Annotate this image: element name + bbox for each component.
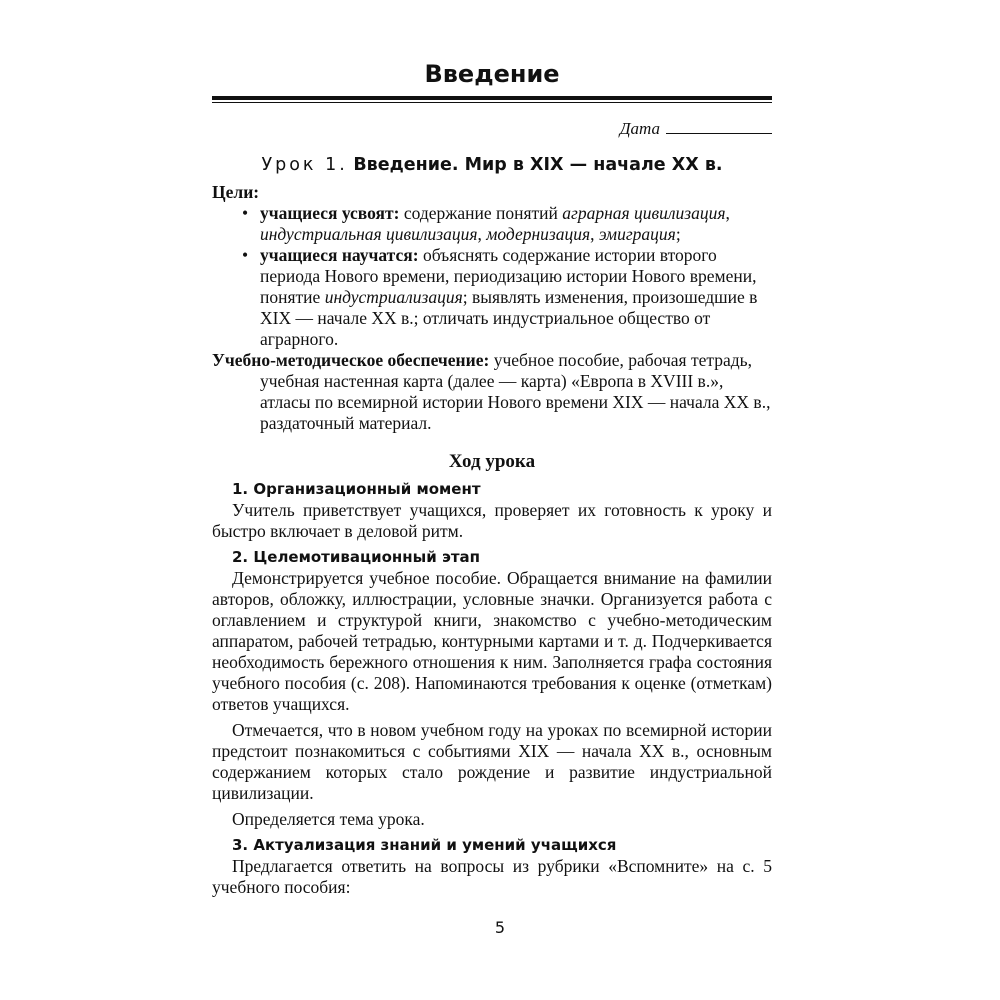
bullet-icon: • <box>242 245 249 265</box>
goal-lead: учащиеся усвоят: <box>260 203 400 223</box>
term: индустриализация <box>324 287 463 307</box>
bullet-icon: • <box>242 203 249 223</box>
paragraph: Учитель приветствует учащихся, проверяет их готовность к уроку и быстро включает в деловой ритм. <box>212 500 772 541</box>
goal-text: , <box>477 224 487 244</box>
support-text: учебное пособие, рабочая тетрадь, учебная настенная карта (далее — карта) «Европа в XVIII в.», атласы по всемирной истории Нового времени XIX — начала XX в., раздаточный материал. <box>260 350 771 433</box>
page-content <box>212 58 772 898</box>
goal-text: ; выявлять изменения, произошедшие в XIX — начале XX в.; отличать индустриальное общество от аграрного. <box>260 287 758 349</box>
lesson-title: Введение. Мир в XIX — начале XX в. <box>353 155 723 175</box>
goal-text: содержание понятий <box>399 203 563 223</box>
date-blank <box>666 118 772 134</box>
header-rule-thin <box>212 102 772 103</box>
goal-item <box>212 203 772 245</box>
lesson-heading <box>212 152 772 178</box>
chapter-title: Введение <box>424 60 560 88</box>
step-title: 3. Актуализация знаний и умений учащихся <box>232 836 617 854</box>
goal-text: ; <box>675 224 681 244</box>
goal-text: , <box>590 224 599 244</box>
goal-lead: учащиеся научатся: <box>260 245 419 265</box>
step-title: 2. Целемотивационный этап <box>232 548 481 566</box>
course-heading: Ход урока <box>448 451 536 472</box>
paragraph: Демонстрируется учебное пособие. Обращается внимание на фамилии авторов, обложку, иллюстрации, условные значки. Организуется работа с оглавлением и структурой книги, знакомство с учебно-методическим аппаратом, рабочей тетрадью, контурными картами и т. д. Подчеркивается необходимость бережного отношения к ним. Заполняется графа состояния учебного пособия (с. 208). Напоминаются требования к оценке (отметкам) ответов учащихся. <box>212 568 772 714</box>
lesson-number: Урок 1. <box>261 155 348 175</box>
goals-label: Цели: <box>212 182 260 202</box>
term: индустриальная цивилизация <box>260 224 478 244</box>
goal-text: , <box>725 203 730 223</box>
goal-item <box>212 245 772 350</box>
step-title: 1. Организационный момент <box>232 480 481 498</box>
paragraph: Предлагается ответить на вопросы из рубрики «Вспомните» на с. 5 учебного пособия: <box>212 856 772 897</box>
page-number: 5 <box>494 918 506 937</box>
term: аграрная цивилизация <box>562 203 726 223</box>
goals-block <box>212 182 772 350</box>
support-block <box>212 350 772 434</box>
term: эмиграция <box>598 224 676 244</box>
header-rule-thick <box>212 96 772 100</box>
paragraph: Определяется тема урока. <box>232 809 425 829</box>
date-label: Дата <box>619 119 660 138</box>
term: модернизация <box>486 224 591 244</box>
date-line <box>212 118 772 139</box>
goal-text: объяснять содержание истории второго периода Нового времени, периодизацию истории Нового времени, понятие <box>260 245 757 307</box>
paragraph: Отмечается, что в новом учебном году на уроках по всемирной истории предстоит познакомиться с событиями XIX — начала XX в., основным содержанием которых стало рождение и развитие индустриальной цивилизации. <box>212 720 772 803</box>
goals-list <box>212 203 772 350</box>
support-label: Учебно-методическое обеспечение: <box>212 350 490 370</box>
